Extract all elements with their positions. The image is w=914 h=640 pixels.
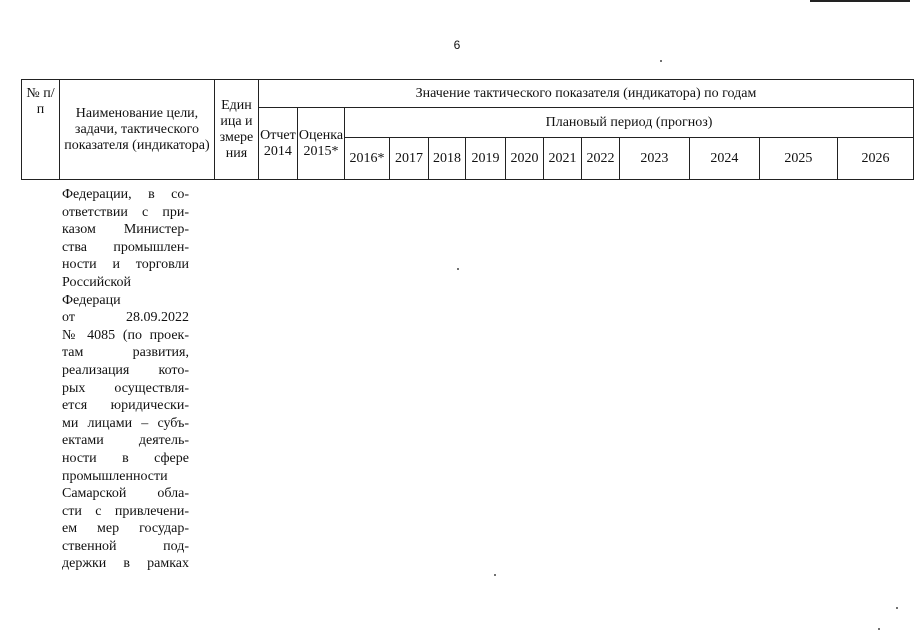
scan-speck [660,60,662,62]
text-line: Федераци [62,292,121,308]
text-line: Федерации, в со- [62,187,189,202]
year-cell: 2022 [581,138,619,180]
text-line: ответствии с при- [62,204,189,220]
text-line: ется юридически- [62,398,189,414]
text-line: промышленности [62,468,168,484]
indicator-table [21,79,914,180]
scan-speck [494,574,496,576]
scan-speck [878,628,880,630]
header-name: Наименование цели, задачи, тактического показателя (индикатора) [59,80,214,180]
page-number: 6 [453,38,461,52]
text-line: ности в сфере [62,450,189,466]
year-cell: 2016* [345,138,390,180]
header-values-by-year: Значение тактического показателя (индикатора) по годам [258,80,913,108]
top-border-line [810,0,910,2]
scan-speck [457,268,459,270]
text-line: там развития, [62,345,189,361]
text-line: ства промышлен- [62,239,189,255]
text-line: рых осуществля- [62,380,189,396]
text-line: ектами деятель- [62,433,189,449]
text-line: сти с привлечени- [62,503,189,519]
header-report-2014: Отчет 2014 [258,108,297,180]
year-cell: 2023 [619,138,689,180]
text-line: от 28.09.2022 [62,310,189,326]
indicator-description-text [62,186,189,573]
text-line: ми лицами – субъ- [62,415,189,431]
text-line: ственной под- [62,538,189,554]
header-unit: Единица измерения [214,80,258,180]
year-cell: 2021 [543,138,581,180]
text-line: казом Министер- [62,222,189,238]
year-cell: 2019 [466,138,506,180]
text-line: ем мер государ- [62,521,189,537]
year-cell: 2020 [505,138,543,180]
text-line: держки в рамках [62,556,189,572]
scan-speck [896,607,898,609]
year-cell: 2025 [759,138,837,180]
header-plan-period: Плановый период (прогноз) [345,108,914,138]
text-line: ности и торговли [62,257,189,273]
year-cell: 2018 [429,138,466,180]
text-line: № 4085 (по проек- [62,327,189,343]
header-estimate-2015: Оценка 2015* [297,108,344,180]
text-line: Российской [62,274,131,290]
text-line: Самарской обла- [62,486,189,502]
header-number: № п/п [22,80,60,180]
text-line: реализация кото- [62,362,189,378]
year-cell: 2024 [689,138,759,180]
year-cell: 2026 [837,138,913,180]
year-cell: 2017 [390,138,429,180]
